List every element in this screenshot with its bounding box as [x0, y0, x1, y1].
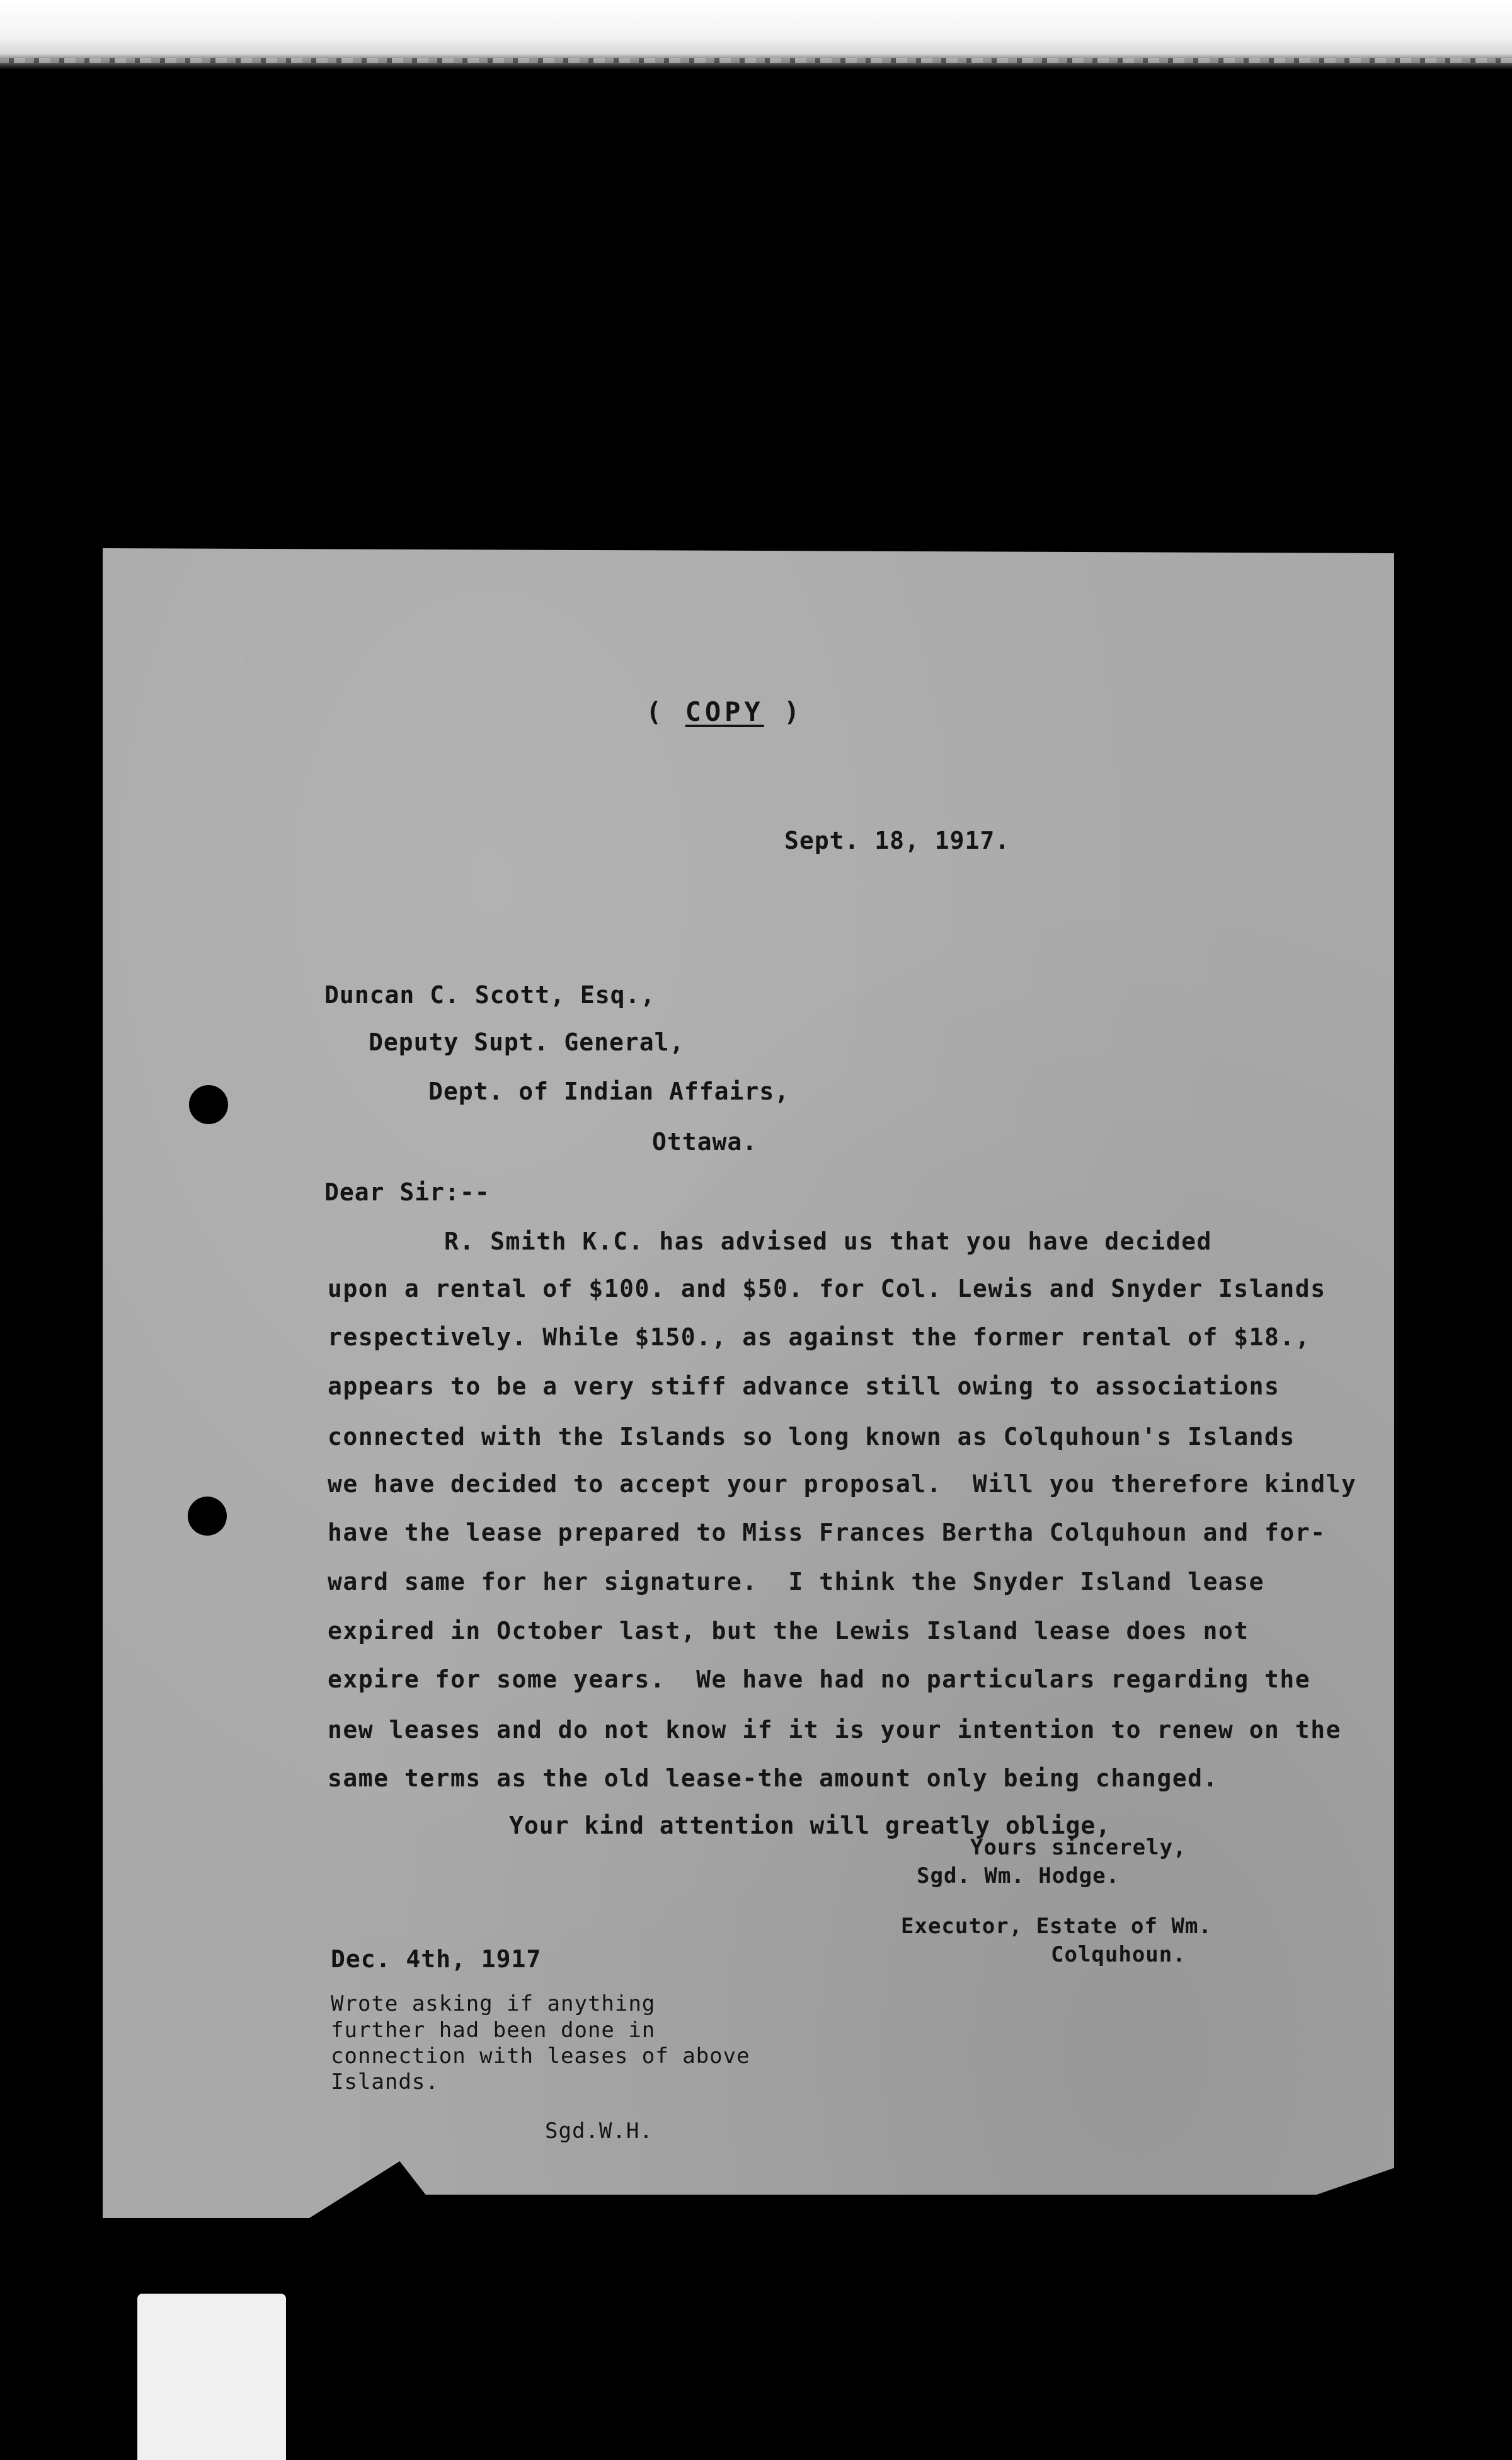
signoff: Yours sincerely,: [970, 1835, 1187, 1860]
body-line-2: upon a rental of $100. and $50. for Col. Lewis and Snyder Islands: [328, 1275, 1326, 1302]
body-line-5: connected with the Islands so long known as Colquhoun's Islands: [328, 1423, 1295, 1451]
body-line-9: expired in October last, but the Lewis Island lease does not: [328, 1617, 1249, 1645]
salutation: Dear Sir:--: [324, 1178, 490, 1206]
body-line-11: new leases and do not know if it is your intention to renew on the: [328, 1716, 1341, 1744]
note-line-4: Islands.: [331, 2069, 439, 2095]
note-line-1: Wrote asking if anything: [331, 1991, 656, 2016]
address-line-1: Duncan C. Scott, Esq.,: [324, 981, 656, 1009]
margin-specks: · ˙ ; · · ˙: [227, 630, 266, 687]
body-line-1: R. Smith K.C. has advised us that you have decided: [444, 1227, 1212, 1255]
body-line-4: appears to be a very stiff advance still owing to associations: [328, 1372, 1280, 1400]
body-line-7: have the lease prepared to Miss Frances Bertha Colquhoun and for-: [328, 1519, 1326, 1546]
note-line-2: further had been done in: [331, 2018, 656, 2043]
address-line-4: Ottawa.: [652, 1128, 758, 1156]
film-edge: [0, 58, 1512, 63]
copy-heading-word: COPY: [685, 696, 764, 727]
body-line-6: we have decided to accept your proposal. Will you therefore kindly: [328, 1470, 1357, 1498]
closing-line: Your kind attention will greatly oblige,: [509, 1812, 1111, 1839]
body-line-3: respectively. While $150., as against the former rental of $18.,: [328, 1323, 1311, 1351]
signer-title-1: Executor, Estate of Wm.: [901, 1914, 1212, 1939]
film-top-strip: [0, 0, 1512, 69]
signature: Sgd. Wm. Hodge.: [917, 1863, 1120, 1888]
signer-title-2: Colquhoun.: [1051, 1942, 1186, 1967]
letter-date: Sept. 18, 1917.: [784, 827, 1011, 854]
paper-tab: [137, 2294, 286, 2460]
address-line-3: Dept. of Indian Affairs,: [428, 1078, 790, 1105]
note-date: Dec. 4th, 1917: [331, 1945, 542, 1973]
body-line-10: expire for some years. We have had no particulars regarding the: [328, 1665, 1311, 1693]
punch-hole-lower: [188, 1497, 227, 1536]
body-line-8: ward same for her signature. I think the Snyder Island lease: [328, 1568, 1265, 1595]
body-line-12: same terms as the old lease-the amount only being changed.: [328, 1764, 1218, 1792]
address-line-2: Deputy Supt. General,: [369, 1028, 685, 1056]
copy-heading: ( COPY ): [646, 696, 804, 727]
note-signature: Sgd.W.H.: [545, 2118, 653, 2144]
punch-hole-upper: [189, 1085, 228, 1124]
note-line-3: connection with leases of above: [331, 2043, 750, 2069]
